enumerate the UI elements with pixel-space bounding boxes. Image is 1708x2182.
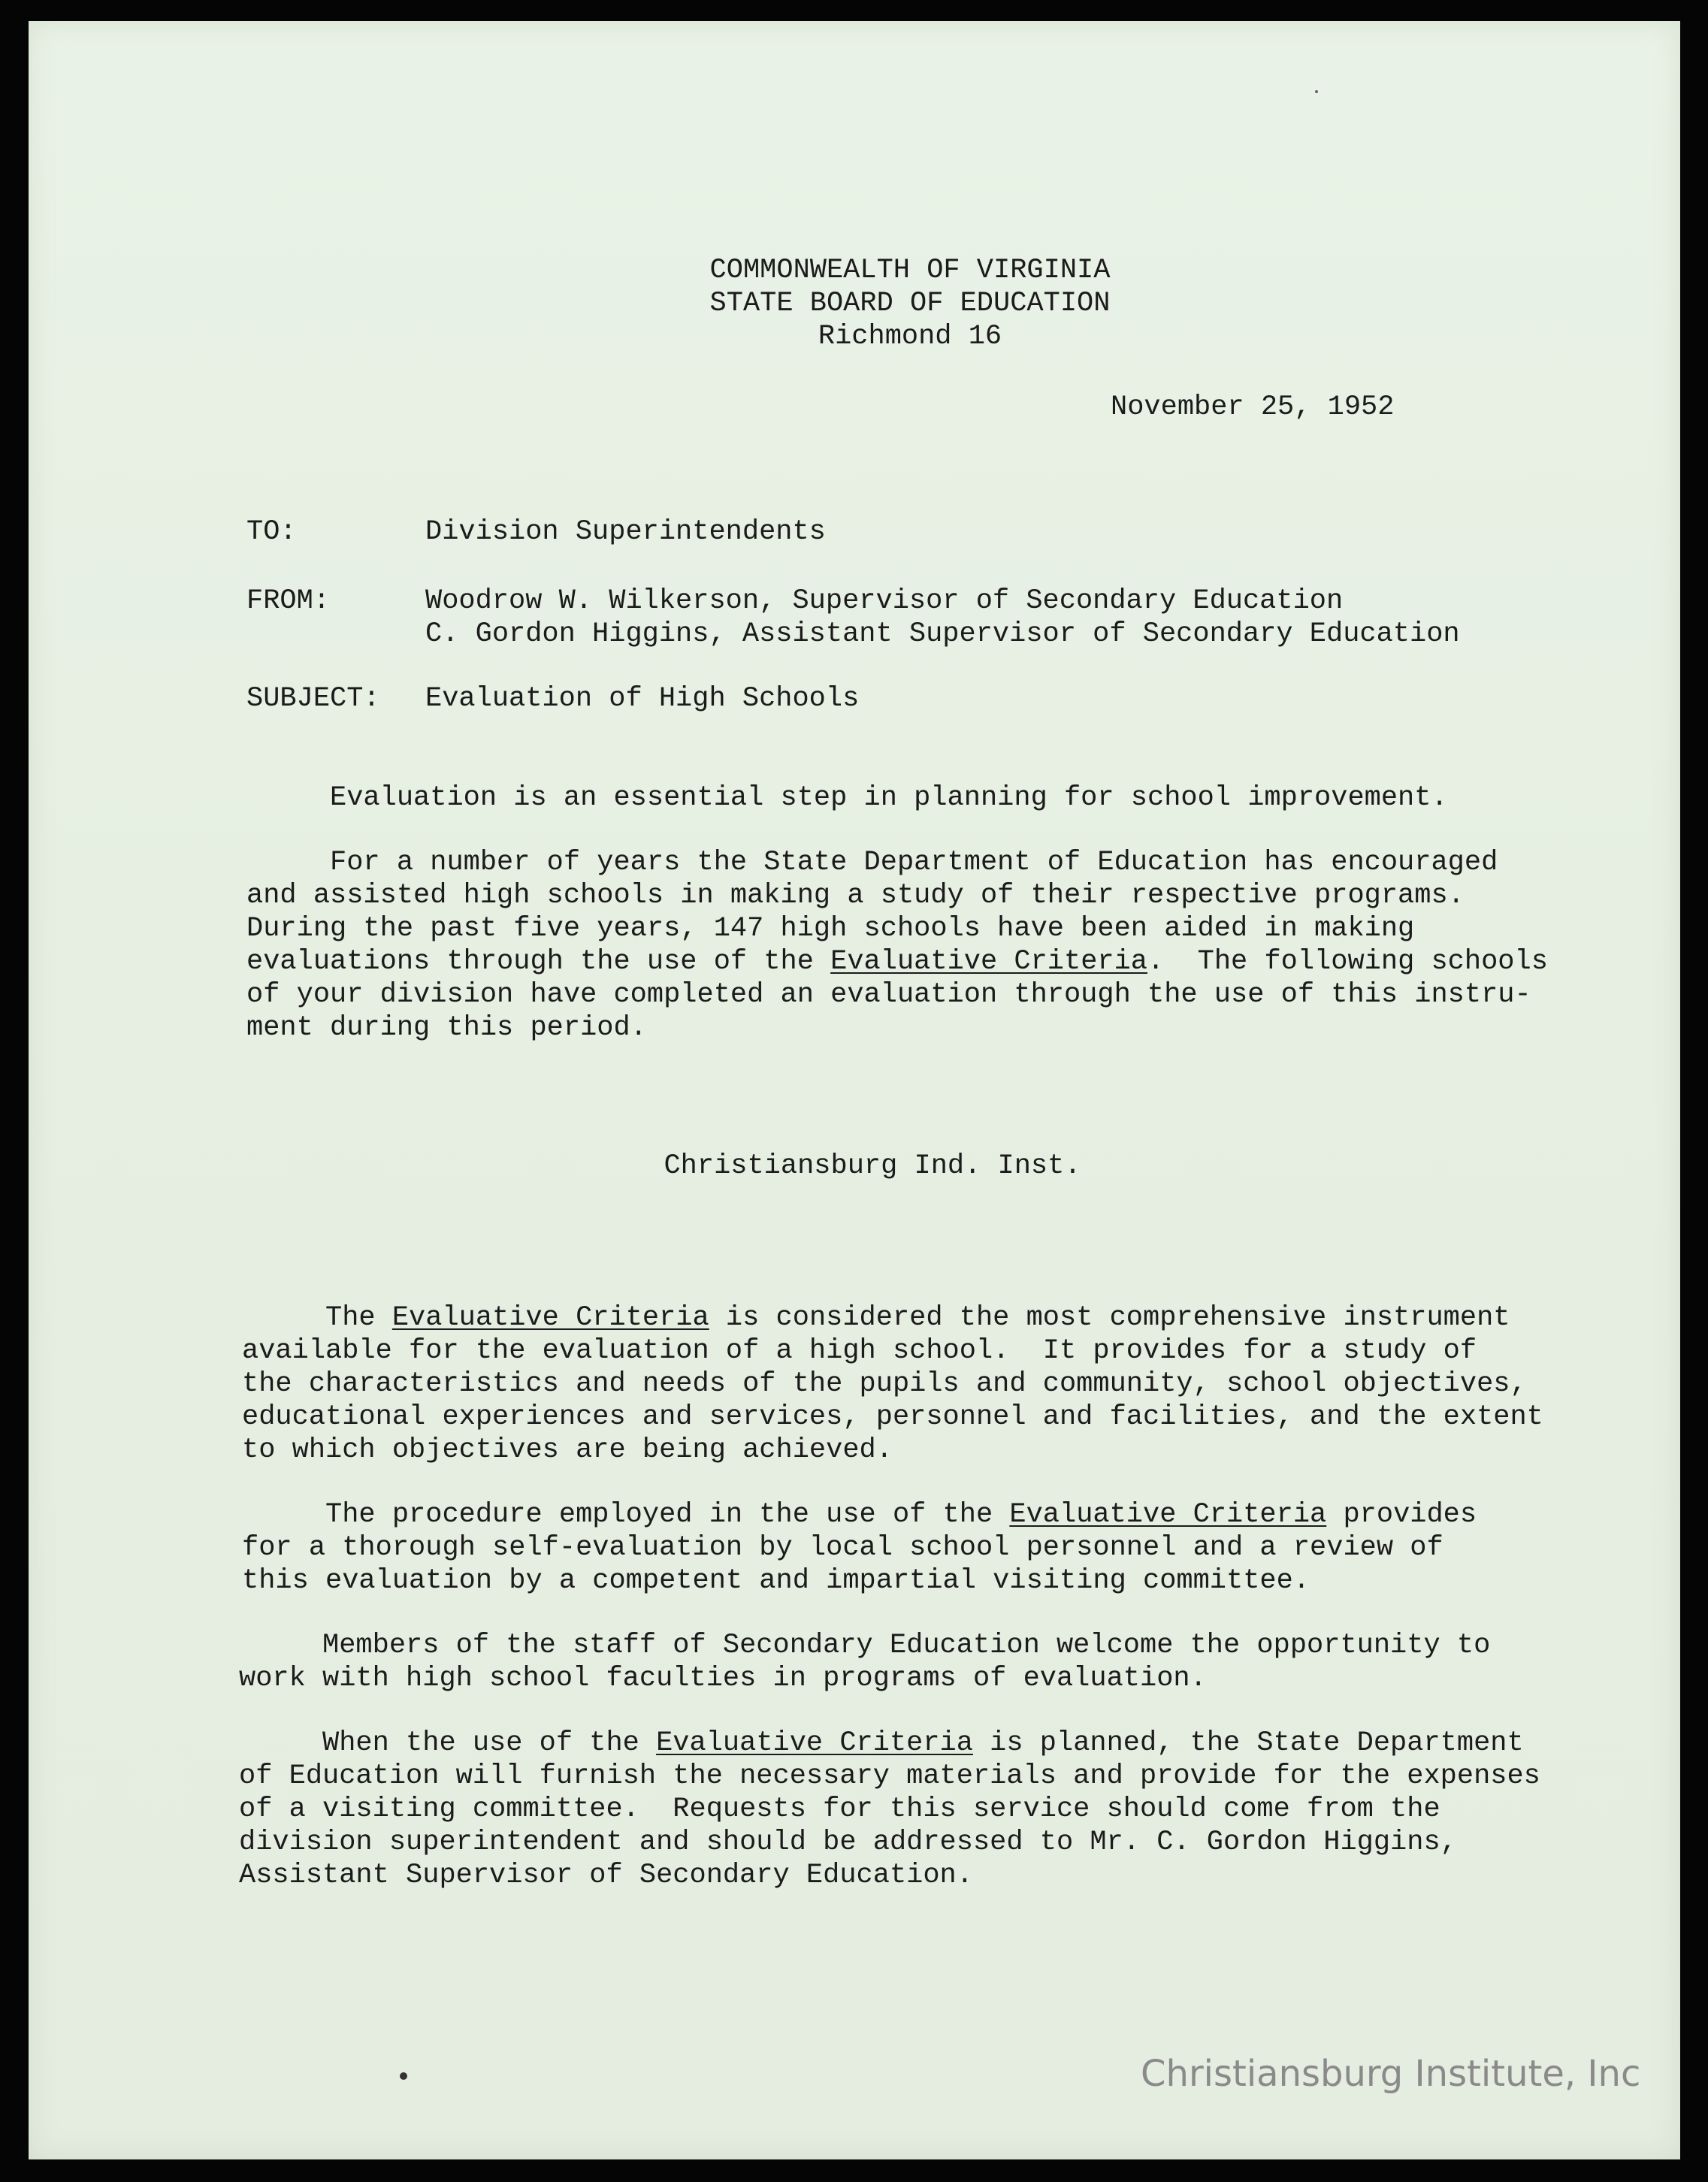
letterhead-line-2: STATE BOARD OF EDUCATION [709,288,1111,319]
paragraph-5-line: Members of the staff of Secondary Education welcome the opportunity to [239,1630,1491,1661]
paragraph-4-line: for a thorough self-evaluation by local school personnel and a review of [242,1532,1443,1564]
from-label: FROM: [246,585,331,617]
paragraph-6-line [239,1727,1524,1760]
paragraph-2-line: For a number of years the State Department of Education has encouraged [246,847,1498,878]
paragraph-6-line: of Education will furnish the necessary materials and provide for the expenses [239,1760,1540,1792]
paragraph-6-line: division superintendent and should be addressed to Mr. C. Gordon Higgins, [239,1827,1457,1858]
school-name: Christiansburg Ind. Inst. [664,1150,1081,1182]
evaluative-criteria-title: Evaluative Criteria [391,1302,709,1334]
paragraph-2-line: During the past five years, 147 high schools have been aided in making [246,913,1415,944]
from-line-2: C. Gordon Higgins, Assistant Supervisor of Secondary Education [425,618,1460,650]
paragraph-2-line: of your division have completed an evaluation through the use of this instru- [246,979,1531,1011]
text-run: is planned, the State Department [972,1727,1524,1759]
text-run: The procedure employed in the use of the [242,1499,1010,1531]
watermark: Christiansburg Institute, Inc [1141,2053,1641,2095]
letterhead-line-3: Richmond 16 [818,321,1002,352]
paragraph-2-line: ment during this period. [246,1012,647,1044]
paragraph-4-line: this evaluation by a competent and impartial visiting committee. [242,1565,1310,1597]
evaluative-criteria-title: Evaluative Criteria [830,946,1148,978]
subject-value: Evaluation of High Schools [425,683,860,715]
paragraph-3-line: available for the evaluation of a high school. It provides for a study of [242,1335,1477,1367]
text-run: . The following schools [1147,946,1548,978]
subject-label: SUBJECT: [246,683,380,715]
paragraph-3-line [242,1301,1510,1334]
evaluative-criteria-title: Evaluative Criteria [656,1727,973,1759]
to-label: TO: [246,516,297,548]
paragraph-3-line: educational experiences and services, personnel and facilities, and the extent [242,1401,1543,1433]
paragraph-6-line: of a visiting committee. Requests for this service should come from the [239,1794,1440,1825]
paragraph-5-line: work with high school faculties in programs of evaluation. [239,1663,1207,1694]
letterhead-line-1: COMMONWEALTH OF VIRGINIA [709,255,1111,286]
paragraph-3-line: the characteristics and needs of the pupils and community, school objectives, [242,1368,1527,1400]
text-run: When the use of the [239,1727,657,1759]
text-run: The [242,1302,392,1334]
letter-page [29,21,1680,2159]
paper-dot [400,2072,407,2080]
to-value: Division Superintendents [425,516,826,548]
paragraph-2-line: and assisted high schools in making a study of their respective programs. [246,880,1465,911]
paper-speck [1315,90,1318,93]
text-run: evaluations through the use of the [246,946,831,978]
paragraph-2-line [246,945,1548,978]
evaluative-criteria-title: Evaluative Criteria [1009,1499,1327,1531]
paragraph-3-line: to which objectives are being achieved. [242,1434,893,1466]
paragraph-6-line: Assistant Supervisor of Secondary Education. [239,1860,973,1891]
paragraph-1: Evaluation is an essential step in planning for school improvement. [246,782,1448,814]
paragraph-4-line [242,1498,1477,1531]
text-run: provides [1326,1499,1477,1531]
text-run: is considered the most comprehensive instrument [709,1302,1510,1334]
from-line-1: Woodrow W. Wilkerson, Supervisor of Secondary Education [425,585,1344,617]
letter-date: November 25, 1952 [1111,391,1395,423]
